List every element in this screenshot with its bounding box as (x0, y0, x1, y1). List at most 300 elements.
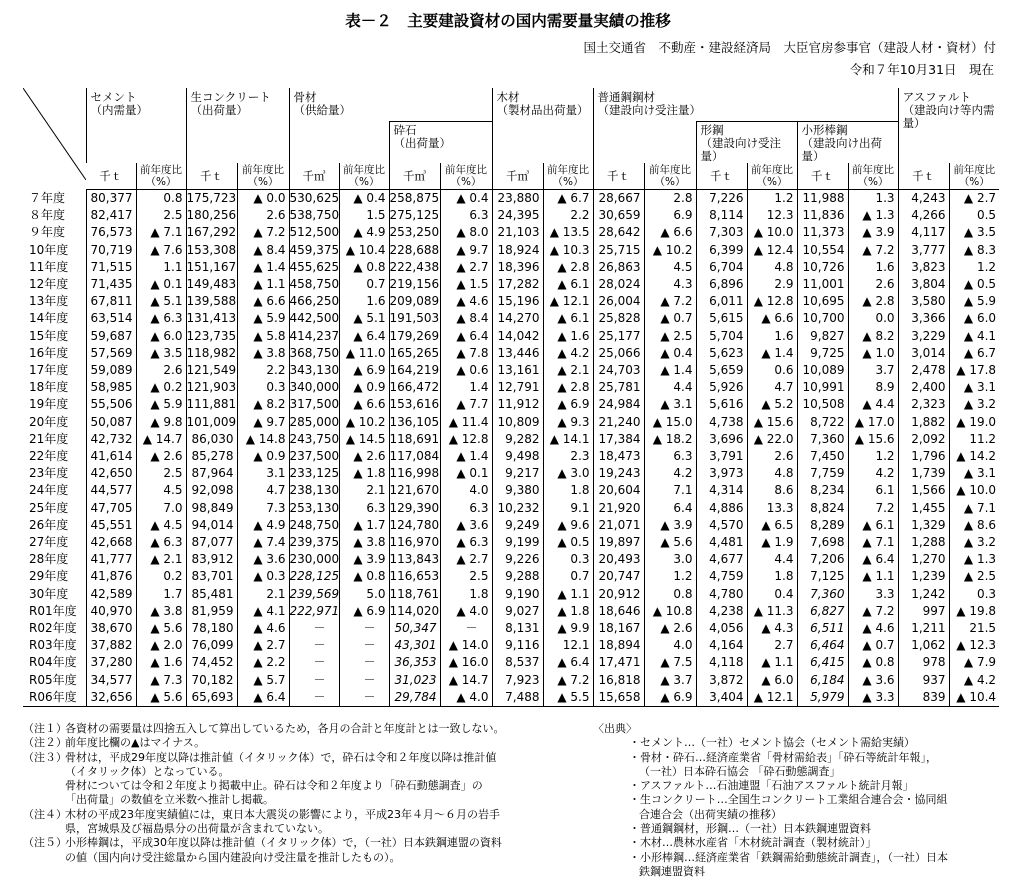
pct-cell: 12.1 (543, 637, 593, 654)
value-cell: 978 (898, 654, 949, 671)
pct-cell: ▲ 7.1 (949, 500, 999, 517)
pct-cell: ▲ 3.8 (237, 345, 289, 362)
value-cell: 11,001 (797, 276, 848, 293)
pct-cell: ▲ 0.1 (136, 276, 186, 293)
value-cell: 3,580 (898, 293, 949, 310)
value-cell: 123,735 (186, 328, 237, 345)
note-text: 木材の平成23年度実績値には，東日本大震災の影響により，平成23年４月～６月の岩手 (65, 807, 500, 821)
value-cell: 3,366 (898, 310, 949, 327)
value-cell: 9,725 (797, 345, 848, 362)
value-cell: 6,415 (797, 654, 848, 671)
header-bar: 小形棒鋼 （建設向け出荷量） (797, 122, 898, 164)
value-cell: 38,670 (86, 620, 136, 637)
value-cell: 41,614 (86, 448, 136, 465)
pct-cell: ▲ 3.9 (848, 224, 898, 241)
source-line: 鉄鋼連盟資料 (639, 864, 705, 878)
source-line: ・セメント…（一社）セメント協会（セメント需給実績） (629, 736, 915, 750)
value-cell: 9,190 (492, 586, 543, 603)
source-line: ・骨材・砕石…経済産業省「骨材需給表」「砕石等統計年報」， (629, 750, 937, 764)
value-cell: 7,125 (797, 568, 848, 585)
pct-cell: ▲ 2.1 (543, 362, 593, 379)
value-cell: 43,301 (389, 637, 440, 654)
note-line (23, 851, 583, 865)
pct-cell: ▲ 8.3 (949, 242, 999, 259)
table-row (23, 689, 999, 707)
fiscal-year: 16年度 (29, 345, 69, 360)
value-cell: 1,288 (898, 534, 949, 551)
fiscal-year: ７年度 (29, 190, 66, 205)
pct-cell: ▲ 5.9 (949, 293, 999, 310)
pct-cell: － (339, 654, 389, 671)
pct-cell: ▲ 5.1 (339, 310, 389, 327)
value-cell: 4,266 (898, 207, 949, 224)
fiscal-year: 20年度 (29, 414, 69, 429)
pct-cell: ▲ 14.1 (543, 431, 593, 448)
value-cell: 25,715 (593, 242, 644, 259)
pct-cell: ▲ 10.2 (644, 242, 696, 259)
table-row (23, 603, 999, 620)
pct-cell: 4.7 (237, 482, 289, 499)
pct-cell: ▲ 7.1 (848, 534, 898, 551)
fiscal-year: 22年度 (29, 449, 69, 464)
pct-label: 前年度比 （%） (848, 163, 898, 190)
pct-cell: 6.3 (440, 207, 492, 224)
value-cell: 1,739 (898, 465, 949, 482)
pct-cell: ▲ 6.3 (440, 534, 492, 551)
note-label: （注３） (23, 750, 67, 764)
pct-cell: ▲ 2.7 (949, 190, 999, 208)
value-cell: 28,642 (593, 224, 644, 241)
note-text: 県，宮城県及び福島県分の出荷量が含まれていない。 (65, 822, 329, 836)
fiscal-year: ９年度 (29, 225, 66, 240)
value-cell: 5,979 (797, 689, 848, 707)
value-cell: 8,537 (492, 654, 543, 671)
pct-cell: ▲ 2.2 (237, 654, 289, 671)
pct-cell: ▲ 6.6 (339, 396, 389, 413)
value-cell: 2,478 (898, 362, 949, 379)
pct-cell: 6.9 (644, 207, 696, 224)
value-cell: 4,117 (898, 224, 949, 241)
pct-cell: ▲ 19.8 (949, 603, 999, 620)
note-label: （注４） (23, 807, 67, 821)
value-cell: 20,604 (593, 482, 644, 499)
note-text: 「出荷量」の数値を立米数へ推計し掲載。 (65, 793, 274, 807)
note-text: 骨材については令和２年度より掲載中止。砕石は令和２年度より「砕石動態調査」の (65, 779, 483, 793)
value-cell: 8,114 (696, 207, 747, 224)
pct-cell: 2.1 (237, 586, 289, 603)
pct-cell: 4.2 (644, 465, 696, 482)
value-cell: 15,196 (492, 293, 543, 310)
pct-cell: ▲ 4.0 (440, 603, 492, 620)
unit-label: 千ｔ (797, 163, 848, 190)
pct-cell: ▲ 1.4 (237, 259, 289, 276)
value-cell: 50,347 (389, 620, 440, 637)
pct-cell: ▲ 0.7 (644, 310, 696, 327)
pct-cell: ▲ 2.6 (339, 448, 389, 465)
value-cell: 117,084 (389, 448, 440, 465)
value-cell: 4,481 (696, 534, 747, 551)
pct-cell: ▲ 1.9 (747, 534, 797, 551)
pct-cell: ▲ 4.6 (848, 620, 898, 637)
pct-cell: ▲ 3.1 (644, 396, 696, 413)
value-cell: 166,472 (389, 379, 440, 396)
pct-cell: ▲ 6.1 (543, 276, 593, 293)
pct-cell: ▲ 0.4 (440, 190, 492, 208)
pct-cell: 7.3 (237, 500, 289, 517)
value-cell: 10,554 (797, 242, 848, 259)
value-cell: 8,234 (797, 482, 848, 499)
pct-cell: 6.3 (339, 500, 389, 517)
value-cell: 4,243 (898, 190, 949, 208)
fiscal-year: 14年度 (29, 311, 69, 326)
value-cell: 1,455 (898, 500, 949, 517)
value-cell: 11,373 (797, 224, 848, 241)
table-row (23, 517, 999, 534)
pct-cell: ▲ 6.6 (237, 293, 289, 310)
pct-cell: 4.4 (644, 379, 696, 396)
value-cell: 6,896 (696, 276, 747, 293)
value-cell: 9,282 (492, 431, 543, 448)
value-cell: 86,030 (186, 431, 237, 448)
unit-label: 千ｔ (593, 163, 644, 190)
pct-cell: ▲ 0.8 (339, 568, 389, 585)
note-line (23, 822, 583, 836)
value-cell: 45,551 (86, 517, 136, 534)
pct-cell: ▲ 8.2 (848, 328, 898, 345)
fiscal-year: R03年度 (29, 638, 77, 653)
note-line (23, 751, 583, 765)
value-cell: 459,375 (289, 242, 339, 259)
pct-cell: ▲ 0.4 (644, 345, 696, 362)
value-cell: 4,886 (696, 500, 747, 517)
pct-cell: 0.5 (949, 207, 999, 224)
pct-cell: 7.0 (136, 500, 186, 517)
pct-cell: ▲ 5.2 (747, 396, 797, 413)
pct-cell: ▲ 10.4 (949, 689, 999, 707)
table-row (23, 620, 999, 637)
value-cell: － (289, 654, 339, 671)
pct-cell: ▲ 4.3 (747, 620, 797, 637)
value-cell: 175,723 (186, 190, 237, 208)
corner-cell (23, 88, 86, 190)
fiscal-year: 25年度 (29, 500, 69, 515)
pct-cell: ▲ 9.7 (440, 242, 492, 259)
value-cell: 180,256 (186, 207, 237, 224)
pct-cell: ▲ 0.5 (949, 276, 999, 293)
value-cell: 10,809 (492, 414, 543, 431)
value-cell: 116,998 (389, 465, 440, 482)
pct-cell: ▲ 0.1 (440, 465, 492, 482)
pct-cell: ▲ 3.9 (644, 517, 696, 534)
value-cell: 9,217 (492, 465, 543, 482)
header-shape: 形鋼 （建設向け受注量） (696, 122, 797, 164)
page-title: 表－２ 主要建設資材の国内需要量実績の推移 (345, 12, 671, 30)
pct-cell: 0.2 (136, 568, 186, 585)
value-cell: 1,796 (898, 448, 949, 465)
value-cell: 167,292 (186, 224, 237, 241)
pct-cell: ▲ 0.2 (136, 379, 186, 396)
table-row (23, 293, 999, 310)
pct-cell: 4.0 (644, 637, 696, 654)
value-cell: 19,897 (593, 534, 644, 551)
pct-cell: 1.2 (848, 448, 898, 465)
value-cell: 18,646 (593, 603, 644, 620)
pct-cell: ▲ 6.9 (339, 603, 389, 620)
value-cell: 222,971 (289, 603, 339, 620)
value-cell: 317,500 (289, 396, 339, 413)
value-cell: 3,696 (696, 431, 747, 448)
value-cell: 131,413 (186, 310, 237, 327)
value-cell: 2,323 (898, 396, 949, 413)
fiscal-year: 10年度 (29, 242, 69, 257)
value-cell: 42,589 (86, 586, 136, 603)
value-cell: 50,087 (86, 414, 136, 431)
value-cell: 6,704 (696, 259, 747, 276)
pct-cell: ▲ 12.1 (747, 689, 797, 707)
value-cell: 3,791 (696, 448, 747, 465)
pct-cell: ▲ 7.6 (136, 242, 186, 259)
pct-cell: ▲ 0.5 (543, 534, 593, 551)
pct-cell: ▲ 7.4 (237, 534, 289, 551)
pct-cell: ▲ 3.6 (440, 517, 492, 534)
pct-cell: ▲ 8.6 (949, 517, 999, 534)
pct-cell: 12.3 (747, 207, 797, 224)
value-cell: 258,875 (389, 190, 440, 208)
pct-cell: 0.8 (136, 190, 186, 208)
pct-cell: 4.5 (136, 482, 186, 499)
pct-label: 前年度比 （%） (440, 163, 492, 190)
value-cell: 21,240 (593, 414, 644, 431)
value-cell: 230,000 (289, 551, 339, 568)
pct-cell: 3.7 (848, 362, 898, 379)
pct-label: 前年度比 （%） (543, 163, 593, 190)
pct-cell: ▲ 17.0 (848, 414, 898, 431)
unit-label: 千㎥ (492, 163, 543, 190)
value-cell: 17,471 (593, 654, 644, 671)
pct-cell: ▲ 1.4 (747, 345, 797, 362)
pct-cell: ▲ 6.4 (440, 328, 492, 345)
pct-cell: 3.3 (848, 586, 898, 603)
pct-cell: ▲ 3.9 (339, 551, 389, 568)
value-cell: 121,549 (186, 362, 237, 379)
table-row (23, 672, 999, 689)
value-cell: 21,071 (593, 517, 644, 534)
value-cell: 1,211 (898, 620, 949, 637)
pct-cell: ▲ 2.6 (136, 448, 186, 465)
source-line: ・生コンクリート…全国生コンクリート工業組合連合会・協同組 (629, 793, 948, 807)
pct-cell: ▲ 1.3 (848, 207, 898, 224)
source-line: 合連合会（出荷実績の推移） (639, 807, 782, 821)
pct-cell: ▲ 1.4 (440, 448, 492, 465)
fiscal-year: 30年度 (29, 586, 69, 601)
pct-cell: ▲ 3.7 (644, 672, 696, 689)
pct-cell: 9.1 (543, 500, 593, 517)
value-cell: － (289, 620, 339, 637)
value-cell: 13,446 (492, 345, 543, 362)
value-cell: 209,089 (389, 293, 440, 310)
value-cell: 7,303 (696, 224, 747, 241)
value-cell: 7,923 (492, 672, 543, 689)
pct-cell: ▲ 14.0 (440, 637, 492, 654)
pct-cell: 4.0 (440, 482, 492, 499)
value-cell: 37,882 (86, 637, 136, 654)
pct-cell: ▲ 1.1 (848, 568, 898, 585)
pct-cell: 1.8 (440, 586, 492, 603)
pct-cell: ▲ 6.3 (136, 534, 186, 551)
value-cell: 20,493 (593, 551, 644, 568)
fiscal-year: R01年度 (29, 603, 77, 618)
pct-cell: 1.2 (747, 190, 797, 208)
unit-label: 千ｔ (186, 163, 237, 190)
value-cell: － (289, 689, 339, 707)
pct-cell: ▲ 3.6 (237, 551, 289, 568)
value-cell: 239,375 (289, 534, 339, 551)
source-organization: 国土交通省 不動産・建設経済局 大臣官房参事官（建設人材・資材）付 (583, 40, 996, 55)
pct-cell: ▲ 0.6 (440, 362, 492, 379)
pct-cell: ▲ 9.6 (543, 517, 593, 534)
value-cell: 253,130 (289, 500, 339, 517)
pct-cell: 1.5 (339, 207, 389, 224)
value-cell: 24,395 (492, 207, 543, 224)
pct-cell: ▲ 13.5 (543, 224, 593, 241)
table-row (23, 534, 999, 551)
source-line: （一社）日本砕石協会 「砕石動態調査」 (639, 764, 841, 778)
pct-cell: － (339, 620, 389, 637)
pct-cell: ▲ 5.6 (644, 534, 696, 551)
table-row (23, 654, 999, 671)
pct-cell: 1.2 (949, 259, 999, 276)
pct-cell: 3.0 (644, 551, 696, 568)
table-row (23, 448, 999, 465)
value-cell: 4,056 (696, 620, 747, 637)
diagonal-line (23, 88, 86, 180)
value-cell: 238,130 (289, 482, 339, 499)
pct-cell: ▲ 1.0 (848, 345, 898, 362)
table-row (23, 586, 999, 603)
pct-cell: ▲ 7.2 (848, 242, 898, 259)
unit-label: 千ｔ (898, 163, 949, 190)
value-cell: 13,161 (492, 362, 543, 379)
value-cell: 5,615 (696, 310, 747, 327)
pct-cell: ▲ 3.0 (543, 465, 593, 482)
pct-cell: ▲ 4.2 (543, 345, 593, 362)
value-cell: 9,226 (492, 551, 543, 568)
value-cell: 7,759 (797, 465, 848, 482)
value-cell: 81,959 (186, 603, 237, 620)
pct-cell: ▲ 6.4 (237, 689, 289, 707)
table-row (23, 242, 999, 259)
pct-cell: 6.4 (644, 500, 696, 517)
fiscal-year: 11年度 (29, 259, 69, 274)
value-cell: 3,973 (696, 465, 747, 482)
value-cell: 10,991 (797, 379, 848, 396)
value-cell: 7,206 (797, 551, 848, 568)
value-cell: 44,577 (86, 482, 136, 499)
note-text: 前年度比欄の▲はマイナス。 (65, 736, 206, 750)
value-cell: 6,399 (696, 242, 747, 259)
value-cell: 30,659 (593, 207, 644, 224)
pct-cell: ▲ 6.9 (543, 396, 593, 413)
note-text: の値（国内向け受注総量から国内建設向け受注量を推計したもの）。 (65, 850, 401, 864)
unit-label: 千㎥ (389, 163, 440, 190)
pct-cell: ▲ 1.5 (440, 276, 492, 293)
value-cell: 191,503 (389, 310, 440, 327)
table-row (23, 276, 999, 293)
pct-cell: 13.3 (747, 500, 797, 517)
pct-cell: ▲ 4.9 (339, 224, 389, 241)
value-cell: － (289, 637, 339, 654)
value-cell: 9,288 (492, 568, 543, 585)
fiscal-year: 15年度 (29, 328, 69, 343)
value-cell: 116,970 (389, 534, 440, 551)
value-cell: 458,750 (289, 276, 339, 293)
pct-cell: 0.8 (644, 586, 696, 603)
value-cell: 7,488 (492, 689, 543, 707)
value-cell: 113,843 (389, 551, 440, 568)
value-cell: 16,818 (593, 672, 644, 689)
pct-cell: ▲ 4.2 (949, 672, 999, 689)
value-cell: 20,747 (593, 568, 644, 585)
value-cell: 5,659 (696, 362, 747, 379)
value-cell: 6,011 (696, 293, 747, 310)
fiscal-year: 26年度 (29, 517, 69, 532)
table-row (23, 551, 999, 568)
pct-cell: ▲ 6.4 (543, 654, 593, 671)
value-cell: 839 (898, 689, 949, 707)
pct-cell: ▲ 0.8 (848, 654, 898, 671)
pct-cell: 2.9 (747, 276, 797, 293)
value-cell: 36,353 (389, 654, 440, 671)
value-cell: 228,125 (289, 568, 339, 585)
pct-cell: ▲ 3.5 (136, 345, 186, 362)
value-cell: 4,759 (696, 568, 747, 585)
pct-cell: ▲ 5.9 (136, 396, 186, 413)
value-cell: 9,498 (492, 448, 543, 465)
value-cell: 512,500 (289, 224, 339, 241)
pct-cell: 2.6 (136, 362, 186, 379)
value-cell: 118,691 (389, 431, 440, 448)
value-cell: 111,881 (186, 396, 237, 413)
pct-cell: ▲ 10.0 (747, 224, 797, 241)
pct-cell: ▲ 3.1 (949, 465, 999, 482)
value-cell: 25,177 (593, 328, 644, 345)
table-row (23, 310, 999, 327)
pct-cell: 2.8 (644, 190, 696, 208)
pct-label: 前年度比 （%） (949, 163, 999, 190)
pct-cell: － (339, 689, 389, 707)
note-line (23, 808, 583, 822)
value-cell: 10,089 (797, 362, 848, 379)
value-cell: 136,105 (389, 414, 440, 431)
value-cell: 3,804 (898, 276, 949, 293)
pct-cell: ▲ 9.7 (237, 414, 289, 431)
pct-cell: ▲ 10.0 (949, 482, 999, 499)
note-label (23, 822, 65, 836)
fiscal-year: R04年度 (29, 655, 77, 670)
value-cell: 18,473 (593, 448, 644, 465)
note-line (23, 736, 583, 750)
value-cell: 42,732 (86, 431, 136, 448)
pct-cell: 4.4 (747, 551, 797, 568)
pct-cell: ▲ 16.0 (440, 654, 492, 671)
pct-cell: ▲ 4.6 (440, 293, 492, 310)
table-row (23, 345, 999, 362)
pct-cell: ▲ 2.7 (440, 259, 492, 276)
pct-cell: ▲ 6.9 (644, 689, 696, 707)
value-cell: 1,242 (898, 586, 949, 603)
pct-cell: ▲ 1.1 (543, 586, 593, 603)
value-cell: 3,404 (696, 689, 747, 707)
